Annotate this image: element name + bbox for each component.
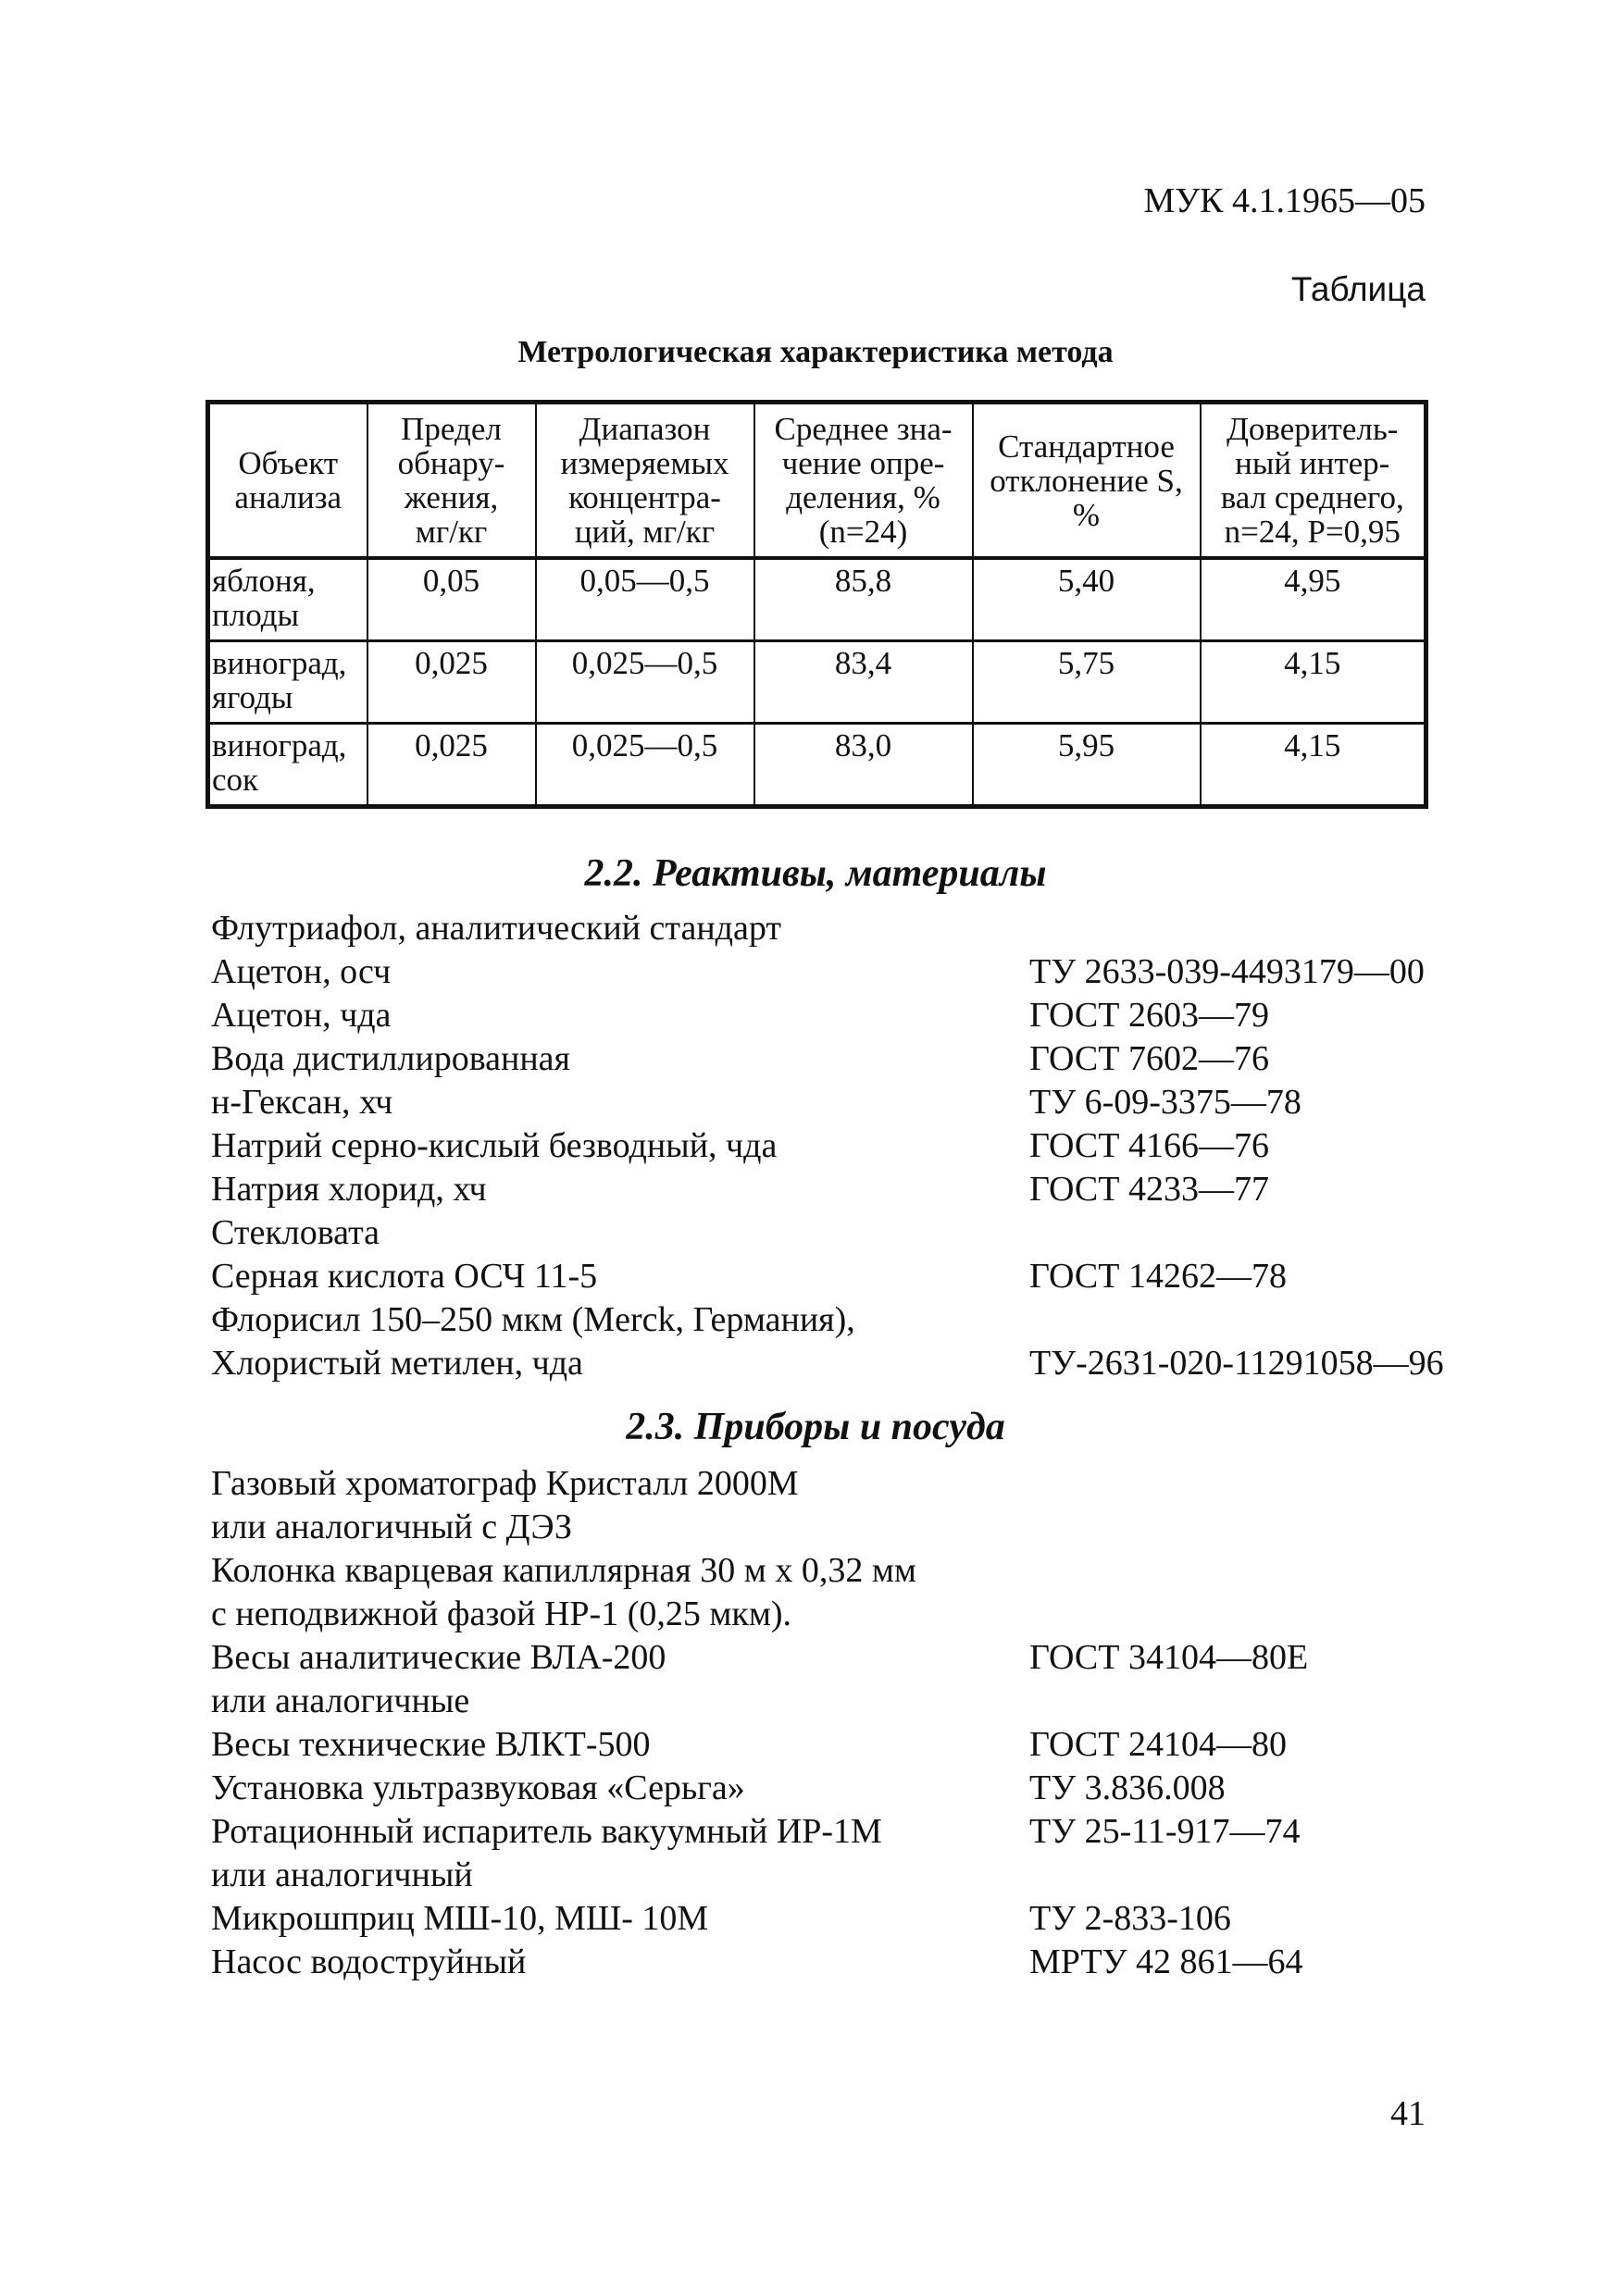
list-item [211,1124,1507,1168]
item-name: Стекловата [211,1213,380,1252]
item-name: Насос водоструйный [211,1942,527,1981]
item-standard: ГОСТ 24104—80 [1029,1725,1287,1764]
col-header-line: Доверитель- [1227,411,1399,447]
item-standard: ТУ 2633-039-4493179—00 [1029,952,1425,991]
col-header-line: ций, мг/кг [574,514,716,550]
col-header-line: % [1072,496,1101,533]
col-header-line: ный интер- [1235,445,1390,481]
object-line: виноград, [212,727,347,763]
item-standard: ГОСТ 2603—79 [1029,996,1269,1035]
list-item [211,1506,1507,1549]
table-label: Таблица [1290,270,1426,308]
col-header-line: обнару- [397,445,505,481]
cell-range: 0,025—0,5 [536,641,754,724]
cell-ci: 4,95 [1201,558,1426,641]
col-header-line: (n=24) [818,514,908,550]
col-header-line: вал среднего, [1220,479,1404,515]
devices-section-title: 2.3. Приборы и посуда [626,1406,1005,1448]
cell-ci: 4,15 [1201,641,1426,724]
item-standard: ТУ-2631-020-11291058—96 [1029,1344,1444,1383]
devices-list [211,1462,1507,1984]
list-item [211,1549,1507,1593]
page-number: 41 [1390,2094,1426,2133]
list-item [211,1593,1507,1636]
item-standard: ГОСТ 34104—80Е [1029,1638,1309,1677]
item-name: Весы технические ВЛКТ-500 [211,1725,651,1764]
list-item [211,1168,1507,1211]
item-name: Натрия хлорид, хч [211,1170,487,1209]
col-header-line: Среднее зна- [774,411,953,447]
cell-range: 0,05—0,5 [536,558,754,641]
list-item [211,1636,1507,1680]
col-header-line: чение опре- [781,445,945,481]
col-header-line: n=24, P=0,95 [1224,514,1401,550]
item-standard: ГОСТ 4233—77 [1029,1170,1269,1209]
table-title: Метрологическая характеристика метода [517,335,1114,369]
table-row [208,558,1426,641]
cell-limit: 0,025 [367,724,536,807]
cell-mean: 83,0 [754,724,973,807]
cell-sd: 5,40 [973,558,1201,641]
col-header-mean [754,403,973,559]
item-name: Натрий серно-кислый безводный, чда [211,1126,778,1165]
metrology-table [205,400,1428,809]
table-body [208,558,1426,807]
item-name: Микрошприц МШ-10, МШ- 10М [211,1899,709,1938]
cell-object [208,641,367,724]
item-name: с неподвижной фазой HP-1 (0,25 мкм). [211,1595,792,1633]
col-header-range [536,403,754,559]
item-standard: ТУ 3.836.008 [1029,1769,1226,1807]
col-header-sd [973,403,1201,559]
list-item [211,1298,1507,1342]
object-line: плоды [212,597,300,633]
reagents-list [211,907,1507,1385]
col-header-line: измеряемых [560,445,729,481]
item-standard: ТУ 6-09-3375—78 [1029,1083,1301,1122]
list-item [211,1810,1507,1854]
col-header-limit [367,403,536,559]
item-name: Ацетон, чда [211,996,392,1035]
cell-ci: 4,15 [1201,724,1426,807]
table-row [208,641,1426,724]
item-standard: ТУ 25-11-917—74 [1029,1812,1301,1851]
col-header-line: мг/кг [415,514,488,550]
list-item [211,1211,1507,1255]
cell-sd: 5,75 [973,641,1201,724]
list-item [211,1081,1507,1124]
cell-mean: 83,4 [754,641,973,724]
list-item [211,994,1507,1037]
col-header-line: Предел [401,411,502,447]
item-name: или аналогичный с ДЭЗ [211,1508,573,1546]
item-standard: ГОСТ 4166—76 [1029,1126,1269,1165]
list-item [211,1897,1507,1941]
table-row [208,724,1426,807]
cell-limit: 0,05 [367,558,536,641]
object-line: сок [212,762,259,798]
item-name: Флутриафол, аналитический стандарт [211,909,781,948]
col-header-line: Диапазон [579,411,711,447]
list-item [211,1767,1507,1810]
item-name: Вода дистиллированная [211,1039,571,1078]
col-header-object [208,403,367,559]
list-item [211,1854,1507,1897]
col-header-line: концентра- [568,479,721,515]
document-code: МУК 4.1.1965—05 [1143,181,1426,220]
list-item [211,907,1507,950]
col-header-ci [1201,403,1426,559]
cell-object [208,558,367,641]
list-item [211,1680,1507,1723]
item-name: Установка ультразвуковая «Серьга» [211,1769,745,1807]
item-name: Газовый хроматограф Кристалл 2000М [211,1464,799,1503]
list-item [211,1462,1507,1506]
object-line: виноград, [212,645,347,681]
item-standard: ГОСТ 14262—78 [1029,1257,1287,1296]
object-line: яблоня, [212,563,316,599]
item-name: или аналогичный [211,1855,473,1894]
list-item [211,1037,1507,1081]
item-standard: ТУ 2-833-106 [1029,1899,1231,1938]
col-header-line: Объект [238,445,339,481]
col-header-line: отклонение S, [990,462,1183,499]
col-header-line: Стандартное [998,428,1175,465]
col-header-line: анализа [234,479,342,515]
col-header-line: жения, [404,479,499,515]
list-item [211,1723,1507,1767]
cell-range: 0,025—0,5 [536,724,754,807]
item-standard: МРТУ 42 861—64 [1029,1942,1303,1981]
item-name: Весы аналитические ВЛА-200 [211,1638,666,1677]
cell-limit: 0,025 [367,641,536,724]
item-name: Флорисил 150–250 мкм (Merck, Германия), [211,1300,855,1339]
list-item [211,1941,1507,1984]
col-header-line: деления, % [786,479,940,515]
item-name: Хлористый метилен, чда [211,1344,583,1383]
item-name: или аналогичные [211,1682,470,1720]
list-item [211,950,1507,994]
item-name: Серная кислота ОСЧ 11-5 [211,1257,598,1296]
item-name: н-Гексан, хч [211,1083,393,1122]
cell-mean: 85,8 [754,558,973,641]
object-line: ягоды [212,679,293,715]
item-standard: ГОСТ 7602—76 [1029,1039,1269,1078]
item-name: Ротационный испаритель вакуумный ИР-1М [211,1812,882,1851]
cell-object [208,724,367,807]
reagents-section-title: 2.2. Реактивы, материалы [584,852,1047,895]
list-item [211,1255,1507,1298]
item-name: Ацетон, осч [211,952,392,991]
item-name: Колонка кварцевая капиллярная 30 м х 0,32 мм [211,1551,916,1590]
list-item [211,1342,1507,1385]
table-header-row [208,403,1426,559]
cell-sd: 5,95 [973,724,1201,807]
